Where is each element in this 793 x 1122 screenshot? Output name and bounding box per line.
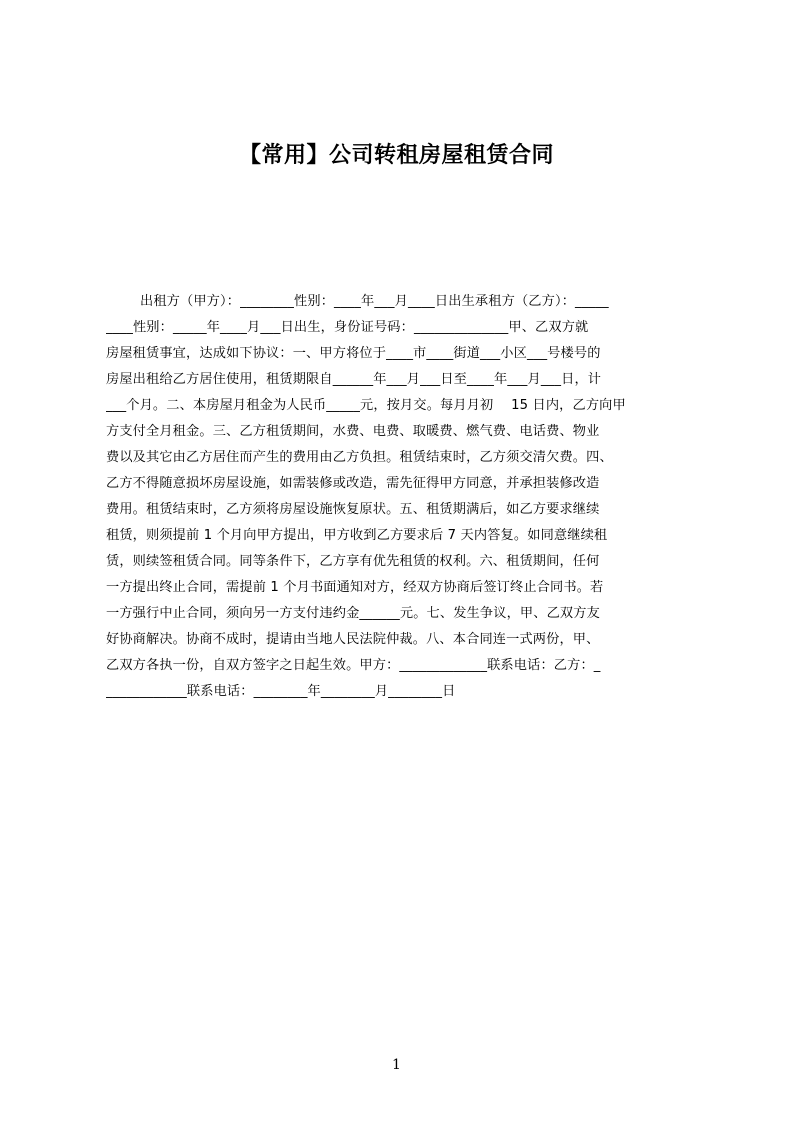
contract-line: 一方强行中止合同，须向另一方支付违约金______元。七、发生争议，甲、乙双方友 [106, 606, 600, 621]
contract-line: 房屋出租给乙方居住使用，租赁期限自______年___月___日至____年___月___日，计 [106, 372, 602, 387]
contract-line: ____性别：_____年____月___日出生，身份证号码：______________甲、乙双方就 [106, 320, 589, 335]
contract-line: 乙方不得随意损坏房屋设施，如需装修或改造，需先征得甲方同意，并承担装修改造 [106, 476, 600, 491]
contract-line: ___个月。二、本房屋月租金为人民币_____元，按月交。每月月初 15 日内，乙方向甲 [106, 398, 626, 413]
contract-line: 房屋租赁事宜，达成如下协议：一、甲方将位于____市____街道___小区___号楼号的 [106, 346, 601, 361]
contract-line: 一方提出终止合同，需提前 1 个月书面通知对方，经双方协商后签订终止合同书。若 [106, 580, 604, 595]
contract-line: 赁，则续签租赁合同。同等条件下，乙方享有优先租赁的权利。六、租赁期间，任何 [106, 554, 600, 569]
contract-line: 乙双方各执一份，自双方签字之日起生效。甲方：_____________联系电话：乙方：_ [106, 658, 601, 673]
contract-line: ____________联系电话：________年________月________日 [106, 684, 456, 699]
contract-line: 费以及其它由乙方居住而产生的费用由乙方负担。租赁结束时，乙方须交清欠费。四、 [106, 450, 613, 465]
page-number: 1 [392, 1057, 401, 1073]
contract-line: 好协商解决。协商不成时，提请由当地人民法院仲裁。八、本合同连一式两份，甲、 [106, 632, 600, 647]
contract-line: 费用。租赁结束时，乙方须将房屋设施恢复原状。五、租赁期满后，如乙方要求继续 [106, 502, 600, 517]
contract-line: 出租方（甲方）：________性别：____年___月____日出生承租方（乙方）：_____ [140, 294, 609, 309]
contract-line: 租赁，则须提前 1 个月向甲方提出，甲方收到乙方要求后 7 天内答复。如同意继续租 [106, 528, 608, 543]
contract-body [106, 289, 698, 719]
document-title: 【常用】公司转租房屋租赁合同 [238, 143, 554, 168]
contract-line: 方支付全月租金。三、乙方租赁期间，水费、电费、取暖费、燃气费、电话费、物业 [106, 424, 600, 439]
